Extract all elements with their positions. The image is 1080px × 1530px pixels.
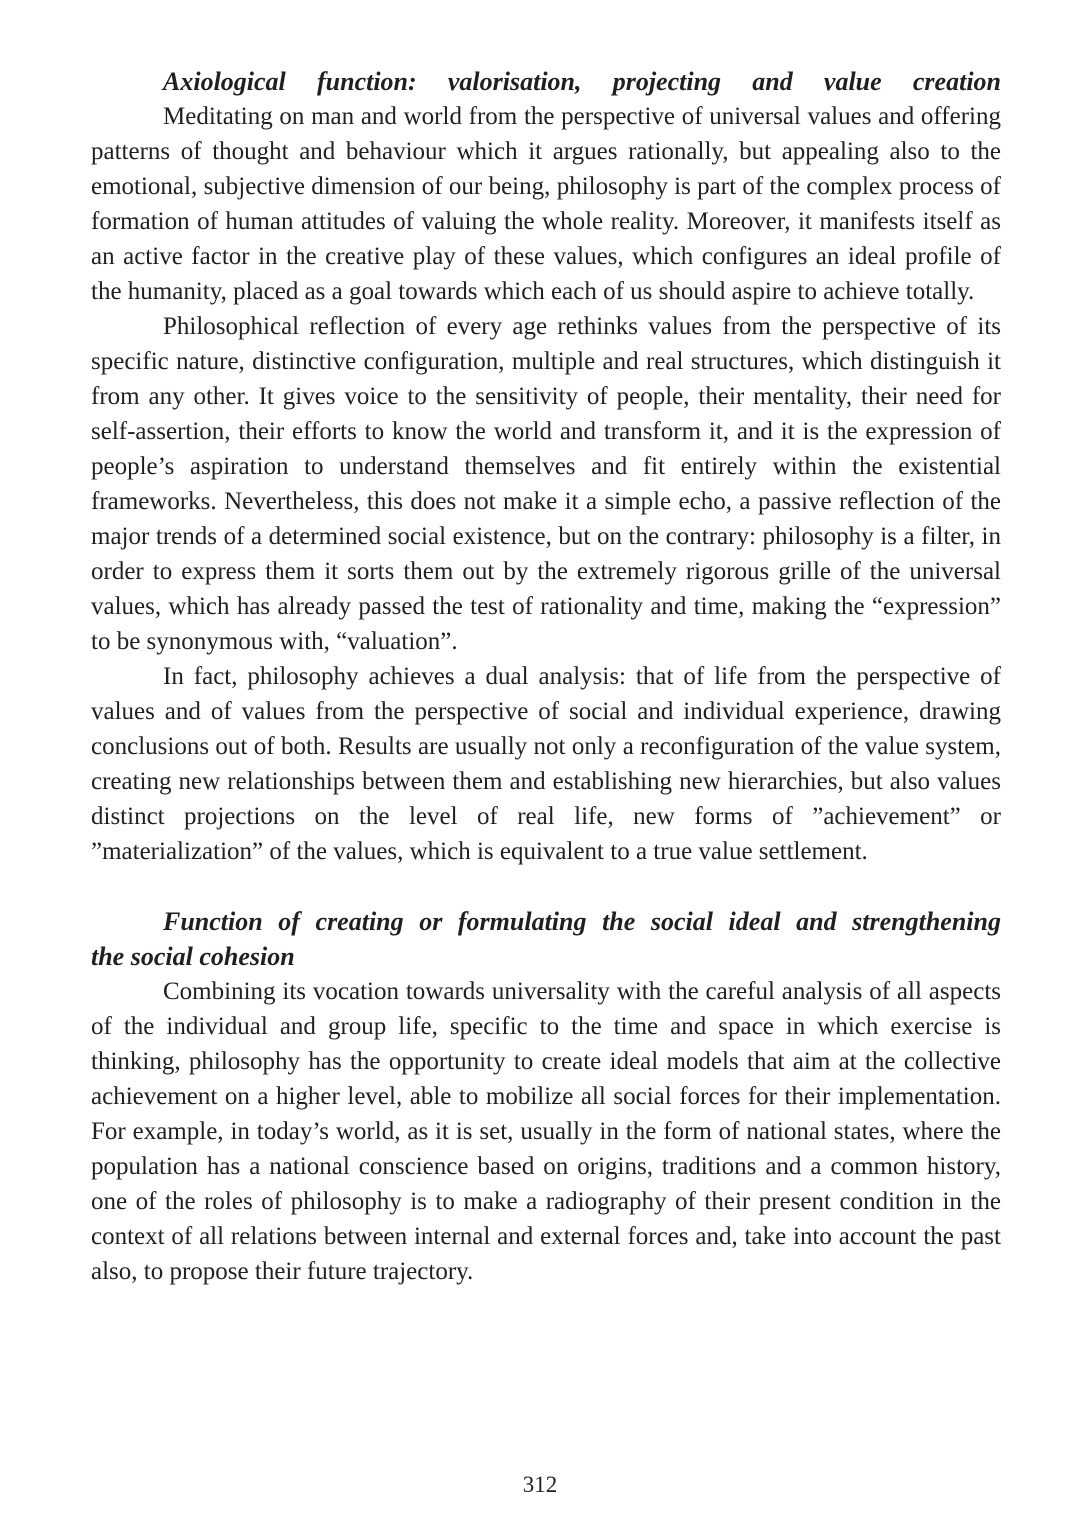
paragraph: Philosophical reflection of every age rethinks values from the perspective of its specific nature, distinctive configuration, multiple and real structures, which distinguish it from any other. It gives voice to the sensitivity of people, their mentality, their need for self-assertion, their efforts to know the world and transform it, and it is the expression of people’s aspiration to understand themselves and fit entirely within the existential frameworks. Nevertheless, this does not make it a simple echo, a passive reflection of the major trends of a determined social existence, but on the contrary: philosophy is a filter, in order to express them it sorts them out by the extremely rigorous grille of the universal values, which has already passed the test of rationality and time, making the “expression” to be synonymous with, “valuation”. — [91, 313, 1001, 655]
paragraph: Combining its vocation towards universality with the careful analysis of all aspects of the individual and group life, specific to the time and space in which exercise is thinking, philosophy has the opportunity to create ideal models that aim at the collective achievement on a higher level, able to mobilize all social forces for their implementation. For example, in today’s world, as it is set, usually in the form of national states, where the population has a national conscience based on origins, traditions and a common history, one of the roles of philosophy is to make a radiography of their present condition in the context of all relations between internal and external forces and, take into account the past also, to propose their future trajectory. — [91, 978, 1001, 1285]
section-heading-axiological: Axiological function: valorisation, projecting and value creation — [163, 67, 1001, 96]
section-heading-line2: the social cohesion — [91, 942, 295, 971]
paragraph: Meditating on man and world from the perspective of universal values and offering patterns of thought and behaviour which it argues rationally, but appealing also to the emotional, subjective dimension of our being, philosophy is part of the complex process of formation of human attitudes of valuing the whole reality. Moreover, it manifests itself as an active factor in the creative play of these values, which configures an ideal profile of the humanity, placed as a goal towards which each of us should aspire to achieve totally. — [91, 103, 1001, 305]
section-gap — [91, 869, 1001, 904]
section-heading-line1: Function of creating or formulating the social ideal and strengthening — [163, 907, 1001, 936]
page-number: 312 — [522, 1472, 558, 1497]
section-heading-social-ideal — [91, 904, 1001, 974]
paragraph: In fact, philosophy achieves a dual analysis: that of life from the perspective of values and of values from the perspective of social and individual experience, drawing conclusions out of both. Results are usually not only a reconfiguration of the value system, creating new relationships between them and establishing new hierarchies, but also values distinct projections on the level of real life, new forms of ”achievement” or ”materialization” of the values, which is equivalent to a true value settlement. — [91, 663, 1001, 865]
page-body — [91, 64, 1001, 1289]
